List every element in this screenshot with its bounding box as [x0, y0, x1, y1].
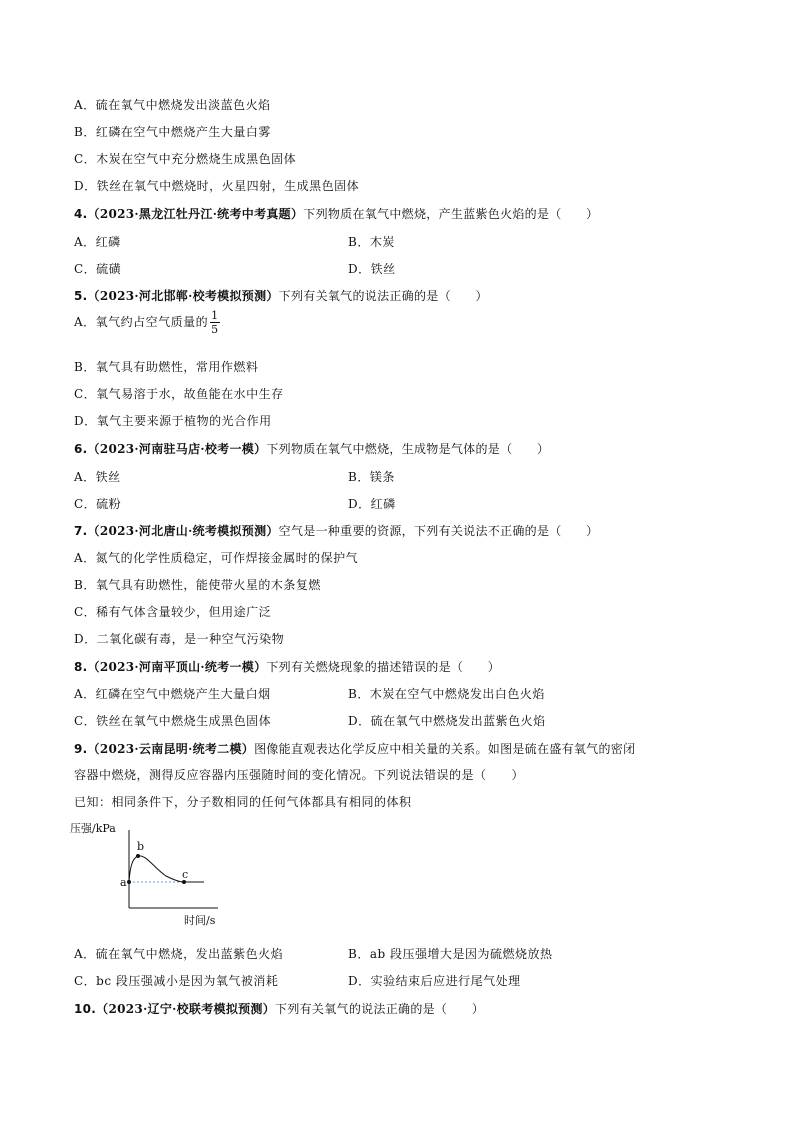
question-stem: 下列有关氧气的说法正确的是（ ） — [275, 1002, 485, 1016]
q4-option-b: B．木炭 — [348, 235, 395, 249]
question-source: （2023·河北邯郸·校考模拟预测） — [87, 289, 279, 303]
q4-option-a: A．红磷 — [74, 235, 121, 249]
q9-stem-line2: 容器中燃烧，测得反应容器内压强随时间的变化情况。下列说法错误的是（ ） — [74, 768, 525, 782]
point-b — [136, 854, 140, 858]
question-7 — [74, 522, 598, 539]
fraction-denominator: 5 — [211, 323, 219, 336]
label-b: b — [137, 840, 145, 853]
question-number: 5. — [74, 289, 88, 303]
question-number: 4. — [74, 207, 88, 221]
question-9 — [74, 740, 635, 757]
question-stem: 空气是一种重要的资源，下列有关说法不正确的是（ ） — [278, 524, 599, 538]
question-source: （2023·云南昆明·统考二模） — [87, 742, 255, 756]
q7-option-b: B．氧气具有助燃性，能使带火星的木条复燃 — [74, 578, 321, 592]
q3-option-c: C．木炭在空气中充分燃烧生成黑色固体 — [74, 152, 297, 166]
question-10 — [74, 1000, 484, 1017]
question-number: 6. — [74, 442, 88, 456]
pressure-time-diagram — [66, 818, 226, 928]
q4-option-d: D．铁丝 — [348, 262, 396, 276]
question-source: （2023·河北唐山·统考模拟预测） — [87, 524, 279, 538]
question-source: （2023·河南驻马店·校考一模） — [87, 442, 267, 456]
q6-option-b: B．镁条 — [348, 470, 395, 484]
question-5 — [74, 287, 488, 304]
q4-option-c: C．硫磺 — [74, 262, 122, 276]
q9-known: 已知：相同条件下，分子数相同的任何气体都具有相同的体积 — [74, 795, 412, 809]
question-stem-line1: 图像能直观表达化学反应中相关量的关系。如图是硫在盛有氧气的密闭 — [254, 742, 636, 756]
q6-option-a: A．铁丝 — [74, 470, 121, 484]
label-a: a — [120, 876, 127, 889]
question-8 — [74, 658, 500, 675]
q3-option-d: D．铁丝在氧气中燃烧时，火星四射，生成黑色固体 — [74, 179, 360, 193]
question-stem: 下列有关燃烧现象的描述错误的是（ ） — [266, 660, 501, 674]
q5-option-d: D．氧气主要来源于植物的光合作用 — [74, 414, 272, 428]
question-number: 7. — [74, 524, 88, 538]
question-number: 8. — [74, 660, 88, 674]
q9-option-c: C．bc 段压强减小是因为氧气被消耗 — [74, 974, 279, 988]
q6-option-d: D．红磷 — [348, 497, 396, 511]
q8-option-d: D．硫在氧气中燃烧发出蓝紫色火焰 — [348, 714, 546, 728]
q8-option-c: C．铁丝在氧气中燃烧生成黑色固体 — [74, 714, 272, 728]
q5-option-c: C．氧气易溶于水，故鱼能在水中生存 — [74, 387, 284, 401]
fraction-numerator: 1 — [211, 309, 219, 322]
question-stem: 下列物质在氧气中燃烧，产生蓝紫色火焰的是（ ） — [303, 207, 599, 221]
q8-option-a: A．红磷在空气中燃烧产生大量白烟 — [74, 687, 271, 701]
q6-option-c: C．硫粉 — [74, 497, 122, 511]
q7-option-c: C．稀有气体含量较少，但用途广泛 — [74, 605, 272, 619]
q7-option-d: D．二氧化碳有毒，是一种空气污染物 — [74, 632, 285, 646]
q3-option-b: B．红磷在空气中燃烧产生大量白雾 — [74, 125, 271, 139]
question-4 — [74, 205, 598, 222]
question-source: （2023·河南平顶山·统考一模） — [87, 660, 267, 674]
question-6 — [74, 440, 549, 457]
q9-option-b: B．ab 段压强增大是因为硫燃烧放热 — [348, 947, 553, 961]
q7-option-a: A．氮气的化学性质稳定，可作焊接金属时的保护气 — [74, 551, 359, 565]
y-axis-label: 压强/kPa — [70, 822, 116, 835]
q9-option-d: D．实验结束后应进行尾气处理 — [348, 974, 521, 988]
fraction — [210, 310, 220, 335]
point-a — [127, 880, 131, 884]
pressure-curve — [129, 856, 204, 882]
x-axis-label: 时间/s — [184, 914, 216, 927]
q3-option-a: A．硫在氧气中燃烧发出淡蓝色火焰 — [74, 98, 271, 112]
question-source: （2023·黑龙江牡丹江·统考中考真题） — [87, 207, 304, 221]
q5-option-b: B．氧气具有助燃性，常用作燃料 — [74, 360, 259, 374]
question-number: 9. — [74, 742, 88, 756]
question-number: 10. — [74, 1002, 97, 1016]
label-c: c — [182, 868, 189, 881]
question-stem: 下列物质在氧气中燃烧，生成物是气体的是（ ） — [266, 442, 550, 456]
q5-option-a-text: A．氧气约占空气质量的 — [74, 315, 209, 329]
q8-option-b: B．木炭在空气中燃烧发出白色火焰 — [348, 687, 545, 701]
q9-option-a: A．硫在氧气中燃烧，发出蓝紫色火焰 — [74, 947, 284, 961]
question-stem: 下列有关氧气的说法正确的是（ ） — [278, 289, 488, 303]
q5-option-a — [74, 310, 220, 335]
question-source: （2023·辽宁·校联考模拟预测） — [96, 1002, 276, 1016]
